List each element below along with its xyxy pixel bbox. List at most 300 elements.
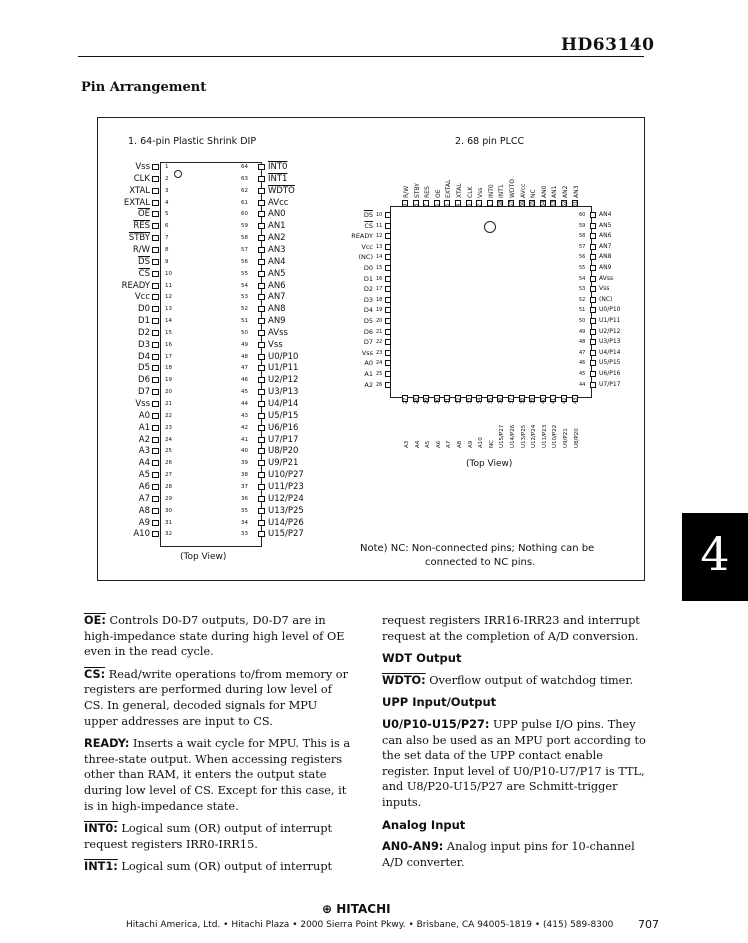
plcc-pin-number: 61 <box>572 200 579 207</box>
plcc-pin-number: 66 <box>519 200 526 207</box>
dip-pin-number: 48 <box>241 353 248 360</box>
plcc-pin-name: Vss <box>477 187 485 198</box>
analog-heading: Analog Input <box>382 817 466 832</box>
plcc-pin-name: (NC) <box>599 295 613 303</box>
int0-paragraph <box>84 821 352 852</box>
plcc-pin-number: 63 <box>551 200 558 207</box>
dip-pin-name: D3 <box>138 339 150 350</box>
dip-pin-number: 21 <box>165 401 172 407</box>
plcc-pin-number: 64 <box>540 200 547 207</box>
plcc-pin <box>590 318 596 324</box>
dip-pin-number: 35 <box>241 507 248 514</box>
plcc-pin-name: U4/P14 <box>599 348 621 356</box>
dip-pin <box>152 365 159 371</box>
plcc-pin <box>590 244 596 250</box>
oe-text: Controls D0-D7 outputs, D0-D7 are in high-impedance state during high level of OE even in the read cycle. <box>84 614 345 659</box>
dip-pin-number: 54 <box>241 282 248 289</box>
dip-pin-number: 13 <box>165 306 172 313</box>
plcc-pin-number: 1 <box>487 203 494 207</box>
dip-pin-number: 12 <box>165 294 172 301</box>
dip-pin-name: INT0 <box>268 162 288 172</box>
dip-pin <box>258 401 265 407</box>
plcc-pin-number: 30 <box>434 397 441 404</box>
dip-pin-number: 27 <box>165 472 172 479</box>
dip-pin-name: D6 <box>138 375 150 386</box>
dip-pin-name: READY <box>121 280 150 291</box>
dip-pin-number: 46 <box>241 377 248 384</box>
plcc-pin-number: 56 <box>579 254 586 261</box>
dip-pin <box>258 200 265 206</box>
int1-text: Logical sum (OR) output of interrupt <box>121 860 333 874</box>
plcc-pin-name: D2 <box>363 285 373 294</box>
plcc-pin <box>385 297 391 303</box>
plcc-pin-name: A5 <box>425 440 432 448</box>
plcc-pin <box>590 297 596 303</box>
dip-pin-number: 25 <box>165 448 172 455</box>
plcc-pin <box>385 265 391 271</box>
dip-pin-number: 17 <box>165 353 172 360</box>
plcc-pin-name: A7 <box>446 440 453 448</box>
plcc-pin-name: R/W <box>403 185 410 198</box>
dip-pin-number: 39 <box>241 460 248 467</box>
plcc-pin-number: 46 <box>579 360 586 367</box>
dip-pin-number: 61 <box>241 199 248 206</box>
int1-lead: INT1: <box>84 860 118 874</box>
dip-pin <box>152 484 159 490</box>
plcc-pin-number: 11 <box>376 222 383 229</box>
dip-pin-name: D5 <box>138 363 150 374</box>
plcc-pin <box>385 382 391 388</box>
dip-index-mark <box>174 170 182 178</box>
plcc-pin-name: OE <box>434 189 442 198</box>
right-column <box>382 613 650 877</box>
ready-text: Inserts a wait cycle for MPU. This is a three-state output. When accessing registers other than RAM, it enters the output state during low level of CS. Except for this case, it is in high-impedance state. <box>84 737 351 813</box>
plcc-top-view: (Top View) <box>466 459 513 469</box>
plcc-pin-name: U13/P25 <box>520 424 527 448</box>
dip-pin-name: INT1 <box>268 173 288 184</box>
plcc-pin-number: 35 <box>487 397 494 404</box>
dip-pin <box>258 176 265 182</box>
dip-pin <box>258 520 265 526</box>
plcc-pin-name: U9/P21 <box>563 428 569 448</box>
plcc-pin-name: A2 <box>364 380 373 389</box>
plcc-pin-number: 38 <box>519 397 526 404</box>
dip-pin <box>152 448 159 454</box>
plcc-pin <box>385 212 391 218</box>
dip-pin-number: 4 <box>165 199 169 206</box>
dip-pin-name: $\overline{CS}$ <box>138 268 150 279</box>
dip-pin-number: 32 <box>165 531 172 538</box>
dip-pin-number: 22 <box>165 412 172 419</box>
plcc-pin-number: 7 <box>424 203 431 207</box>
plcc-pin-name: A8 <box>457 440 463 448</box>
dip-pin-number: 34 <box>241 519 248 526</box>
plcc-pin-name: U12/P24 <box>531 424 538 448</box>
plcc-pin-name: AN8 <box>599 253 612 261</box>
plcc-pin-name: U7/P17 <box>599 380 621 388</box>
dip-pin-number: 42 <box>241 424 248 431</box>
plcc-pin-name: AN5 <box>599 221 612 229</box>
dip-pin-number: 40 <box>241 448 248 455</box>
plcc-pin-number: 62 <box>562 200 568 207</box>
dip-pin-number: 58 <box>241 235 248 242</box>
plcc-pin-number: 3 <box>466 203 473 207</box>
plcc-pin-number: 47 <box>579 349 586 356</box>
plcc-pin-number: 53 <box>579 286 586 293</box>
plcc-pin-name: AN9 <box>599 264 612 271</box>
dip-pin <box>152 508 159 514</box>
plcc-pin <box>385 350 391 356</box>
plcc-pin <box>590 307 596 313</box>
dip-pin-name: A3 <box>138 446 150 457</box>
dip-pin <box>258 247 265 253</box>
plcc-pin-name: RES <box>424 186 432 198</box>
cs-paragraph <box>84 667 352 729</box>
dip-pin <box>258 188 265 194</box>
dip-pin <box>152 223 159 229</box>
dip-pin-number: 6 <box>165 223 169 230</box>
dip-pin <box>258 437 265 443</box>
int0-lead: INT0: <box>84 822 118 836</box>
plcc-pin-number: 34 <box>477 397 484 404</box>
dip-pin <box>258 342 265 348</box>
dip-pin <box>258 271 265 277</box>
cs-text: Read/write operations to/from memory or registers are performed during low level of CS. In general, decoded signals for MPU upper addresses are input to CS. <box>84 667 349 728</box>
dip-pin <box>258 259 265 265</box>
plcc-pin-name: D3 <box>363 295 373 304</box>
plcc-pin-number: 27 <box>403 397 409 404</box>
plcc-pin-name: D4 <box>363 306 373 315</box>
plcc-pin-name: XTAL <box>456 183 463 198</box>
footer-address: Hitachi America, Ltd. • Hitachi Plaza • 2000 Sierra Point Pkwy. • Brisbane, CA 94005-1819 • (415) 589-8300 <box>126 920 614 930</box>
plcc-pin <box>590 276 596 282</box>
plcc-pin-name: D6 <box>363 327 373 336</box>
plcc-pin-number: 10 <box>376 212 383 218</box>
dip-pin <box>152 188 159 194</box>
ready-paragraph <box>84 736 352 814</box>
plcc-pin-name: NC <box>488 440 495 448</box>
dip-pin-name: D4 <box>138 351 150 362</box>
plcc-pin-name: AN3 <box>572 185 580 198</box>
plcc-pin-number: 36 <box>498 397 505 404</box>
dip-pin <box>258 389 265 395</box>
dip-pin-name: A4 <box>138 458 150 469</box>
plcc-pin-name: A9 <box>467 440 474 448</box>
dip-pin <box>152 247 159 253</box>
dip-pin-name: A10 <box>133 529 150 540</box>
dip-pin-name: EXTAL <box>123 197 150 208</box>
dip-pin <box>152 306 159 312</box>
dip-pin-name: A8 <box>138 505 150 516</box>
part-number: HD63140 <box>561 35 655 55</box>
plcc-pin <box>590 265 596 271</box>
plcc-pin-number: 51 <box>579 307 586 314</box>
dip-pin-number: 56 <box>241 258 248 265</box>
plcc-pin-name: D7 <box>363 338 373 347</box>
plcc-pin-number: 14 <box>376 254 383 261</box>
plcc-pin-name: READY <box>351 232 373 241</box>
dip-pin-name: AVcc <box>268 197 289 208</box>
nc-note-line1: Note) NC: Non-connected pins; Nothing can be <box>360 543 595 554</box>
plcc-pin-number: 57 <box>579 243 586 250</box>
plcc-pin-name: AVss <box>599 274 614 282</box>
dip-title: 1. 64-pin Plastic Shrink DIP <box>128 136 257 147</box>
plcc-pin-name: EXTAL <box>445 179 453 198</box>
plcc-pin-name: INT1 <box>498 184 506 198</box>
plcc-pin-name: A3 <box>404 440 410 448</box>
plcc-pin-number: 18 <box>376 296 383 303</box>
plcc-pin-name: AN2 <box>562 185 569 198</box>
dip-pin-number: 50 <box>241 329 248 336</box>
dip-pin-name: A1 <box>138 422 150 433</box>
dip-pin-number: 5 <box>165 211 169 218</box>
plcc-pin-number: 33 <box>466 397 473 404</box>
dip-pin-name: AN9 <box>268 316 286 327</box>
plcc-pin-name: NC <box>530 189 538 198</box>
plcc-pin-number: 22 <box>376 339 383 346</box>
plcc-pin-name: U0/P10 <box>599 306 621 314</box>
dip-pin <box>258 330 265 336</box>
dip-pin <box>152 211 159 217</box>
dip-pin-number: 14 <box>165 318 172 325</box>
plcc-pin-number: 39 <box>530 397 537 404</box>
plcc-pin-name: $\overline{DS}$ <box>363 211 373 219</box>
plcc-pin-name: U11/P23 <box>541 424 548 448</box>
plcc-pin-name: A4 <box>414 440 421 448</box>
plcc-pin-number: 43 <box>572 397 579 404</box>
plcc-pin-name: Vcc <box>361 242 373 251</box>
plcc-pin-name: A6 <box>435 440 442 448</box>
dip-pin-name: STBY <box>128 233 150 244</box>
wdt-heading: WDT Output <box>382 651 462 666</box>
dip-pin-number: 8 <box>165 246 169 253</box>
dip-pin-name: AN0 <box>268 209 286 220</box>
plcc-pin-number: 60 <box>579 212 586 218</box>
plcc-pin-number: 2 <box>477 203 484 207</box>
dip-pin <box>152 496 159 502</box>
plcc-pin <box>385 318 391 324</box>
int1-continuation: request registers IRR16-IRR23 and interrupt request at the completion of A/D conversion. <box>382 614 640 643</box>
dip-pin <box>152 200 159 206</box>
dip-pin-name: U12/P24 <box>268 493 304 504</box>
plcc-pin-name: AN0 <box>540 185 548 198</box>
plcc-pin <box>590 254 596 260</box>
dip-pin-name: Vss <box>268 339 283 350</box>
dip-pin-number: 38 <box>241 472 248 479</box>
plcc-pin-number: 50 <box>579 318 586 324</box>
plcc-pin <box>590 233 596 239</box>
dip-pin <box>258 425 265 431</box>
dip-pin <box>152 294 159 300</box>
dip-pin <box>152 318 159 324</box>
plcc-pin-number: 49 <box>579 328 586 335</box>
plcc-pin-number: 16 <box>376 275 383 282</box>
header-rule <box>78 56 644 57</box>
plcc-pin-name: U5/P15 <box>599 359 621 367</box>
dip-pin-name: Vcc <box>134 292 150 303</box>
plcc-pin-number: 42 <box>562 397 568 404</box>
dip-pin-number: 60 <box>241 211 248 218</box>
dip-pin-number: 2 <box>165 175 169 182</box>
dip-pin-name: AN6 <box>268 280 286 291</box>
left-column <box>84 613 352 882</box>
plcc-pin-name: (NC) <box>358 253 373 262</box>
dip-pin-number: 53 <box>241 294 248 301</box>
dip-pin-name: AN7 <box>268 292 286 303</box>
dip-pin-name: U11/P23 <box>268 481 304 492</box>
plcc-pin-name: WDTO <box>509 179 516 198</box>
dip-pin <box>152 342 159 348</box>
dip-pin <box>152 389 159 395</box>
chapter-tab <box>682 513 748 601</box>
dip-pin <box>152 330 159 336</box>
dip-pin-number: 63 <box>241 175 248 182</box>
plcc-pin <box>385 233 391 239</box>
plcc-pin-number: 13 <box>376 243 383 250</box>
dip-pin-number: 28 <box>165 483 172 490</box>
plcc-index-mark <box>484 221 496 233</box>
dip-pin-number: 36 <box>241 495 248 502</box>
plcc-pin-number: 54 <box>579 275 586 282</box>
plcc-pin-number: 65 <box>530 200 537 207</box>
plcc-pin <box>590 382 596 388</box>
plcc-pin-number: 9 <box>403 203 409 207</box>
plcc-pin-name: U3/P13 <box>599 338 621 346</box>
dip-pin-name: D1 <box>138 316 150 327</box>
dip-pin-name: AN1 <box>268 221 286 232</box>
dip-pin <box>152 401 159 407</box>
upp-lead: U0/P10-U15/P27: <box>382 717 490 731</box>
ready-lead: READY: <box>84 737 130 751</box>
plcc-pin-number: 24 <box>376 360 383 367</box>
plcc-pin-name: Vss <box>599 285 610 293</box>
dip-pin-name: A5 <box>138 470 150 481</box>
dip-pin <box>258 306 265 312</box>
plcc-pin <box>385 276 391 282</box>
dip-pin <box>152 235 159 241</box>
plcc-pin-name: Vss <box>361 348 373 357</box>
plcc-pin-number: 55 <box>579 265 586 271</box>
dip-pin <box>152 259 159 265</box>
dip-pin <box>152 283 159 289</box>
plcc-pin-name: U10/P22 <box>552 424 559 448</box>
dip-pin-name: U13/P25 <box>268 505 304 516</box>
plcc-pin <box>385 371 391 377</box>
plcc-pin-name: U2/P12 <box>599 327 621 335</box>
dip-pin-name: WDTO <box>268 185 295 196</box>
dip-pin <box>152 425 159 431</box>
dip-pin <box>258 413 265 419</box>
plcc-pin-number: 59 <box>579 222 586 229</box>
plcc-pin-number: 68 <box>498 200 505 207</box>
dip-pin-name: Vss <box>135 162 150 172</box>
plcc-pin <box>385 339 391 345</box>
dip-pin-name: A0 <box>138 410 150 421</box>
an-lead: AN0-AN9: <box>382 840 444 854</box>
dip-pin-name: AVss <box>268 327 288 338</box>
dip-pin-name: AN4 <box>268 256 286 267</box>
plcc-pin <box>385 286 391 292</box>
dip-pin <box>258 365 265 371</box>
dip-pin-name: D2 <box>138 327 150 338</box>
dip-pin-number: 1 <box>165 164 169 170</box>
plcc-pin-number: 40 <box>540 397 547 404</box>
dip-pin-name: AN2 <box>268 233 286 244</box>
plcc-pin-number: 32 <box>456 397 462 404</box>
dip-pin-name: A9 <box>138 517 150 528</box>
dip-pin-name: U0/P10 <box>268 351 299 362</box>
dip-pin <box>152 413 159 419</box>
dip-pin-name: U15/P27 <box>268 529 304 540</box>
dip-pin-number: 20 <box>165 389 172 396</box>
plcc-pin-name: $\overline{CS}$ <box>364 221 373 230</box>
dip-pin-number: 64 <box>241 164 248 170</box>
dip-pin-number: 62 <box>241 187 248 194</box>
dip-pin <box>258 508 265 514</box>
plcc-pin-number: 28 <box>413 397 420 404</box>
plcc-pin-number: 31 <box>445 397 452 404</box>
dip-pin-name: A2 <box>138 434 150 445</box>
dip-pin <box>258 484 265 490</box>
hitachi-logo-text: HITACHI <box>336 902 391 916</box>
dip-pin-number: 23 <box>165 424 172 431</box>
dip-pin-number: 18 <box>165 365 172 372</box>
plcc-pin-name: CLK <box>466 186 474 198</box>
dip-pin-name: D7 <box>138 387 150 398</box>
plcc-pin <box>590 350 596 356</box>
dip-pin-number: 41 <box>241 436 248 443</box>
pin-arrangement-figure <box>97 117 645 581</box>
dip-pin-number: 43 <box>241 412 248 419</box>
plcc-pin-name: AN4 <box>599 211 612 218</box>
plcc-pin <box>590 371 596 377</box>
plcc-pin-name: U8/P20 <box>573 428 580 448</box>
plcc-title: 2. 68 pin PLCC <box>455 136 525 147</box>
dip-pin-number: 33 <box>241 531 248 538</box>
oe-lead: OE: <box>84 614 106 627</box>
dip-pin-number: 7 <box>165 235 169 242</box>
an-text: Analog input pins for 10-channel A/D converter. <box>382 840 635 869</box>
dip-pin <box>258 211 265 217</box>
plcc-pin-name: A0 <box>364 359 373 368</box>
dip-pin-name: U5/P15 <box>268 410 299 421</box>
plcc-pin-name: A10 <box>478 437 485 448</box>
dip-pin-name: AN8 <box>268 304 286 315</box>
dip-pin <box>258 318 265 324</box>
plcc-pin-number: 37 <box>509 397 515 404</box>
dip-pin-number: 44 <box>241 401 248 407</box>
plcc-pin-name: AN1 <box>551 185 559 198</box>
dip-pin <box>258 531 265 537</box>
dip-pin-number: 30 <box>165 507 172 514</box>
dip-pin-name: Vss <box>135 399 150 409</box>
plcc-pin <box>385 329 391 335</box>
dip-pin-name: CLK <box>133 173 150 184</box>
dip-pin <box>258 354 265 360</box>
plcc-pin-name: INT0 <box>487 184 495 198</box>
dip-pin-number: 19 <box>165 377 172 384</box>
dip-pin <box>152 531 159 537</box>
dip-top-view: (Top View) <box>180 552 227 562</box>
dip-pin-number: 15 <box>165 329 172 336</box>
dip-pin-number: 37 <box>241 483 248 490</box>
page-number: 707 <box>638 918 659 931</box>
dip-pin-number: 47 <box>241 365 248 372</box>
plcc-pin <box>590 223 596 229</box>
dip-pin-name: U4/P14 <box>268 399 299 409</box>
upp-heading: UPP Input/Output <box>382 695 497 710</box>
plcc-pin-name: U1/P11 <box>599 317 621 324</box>
